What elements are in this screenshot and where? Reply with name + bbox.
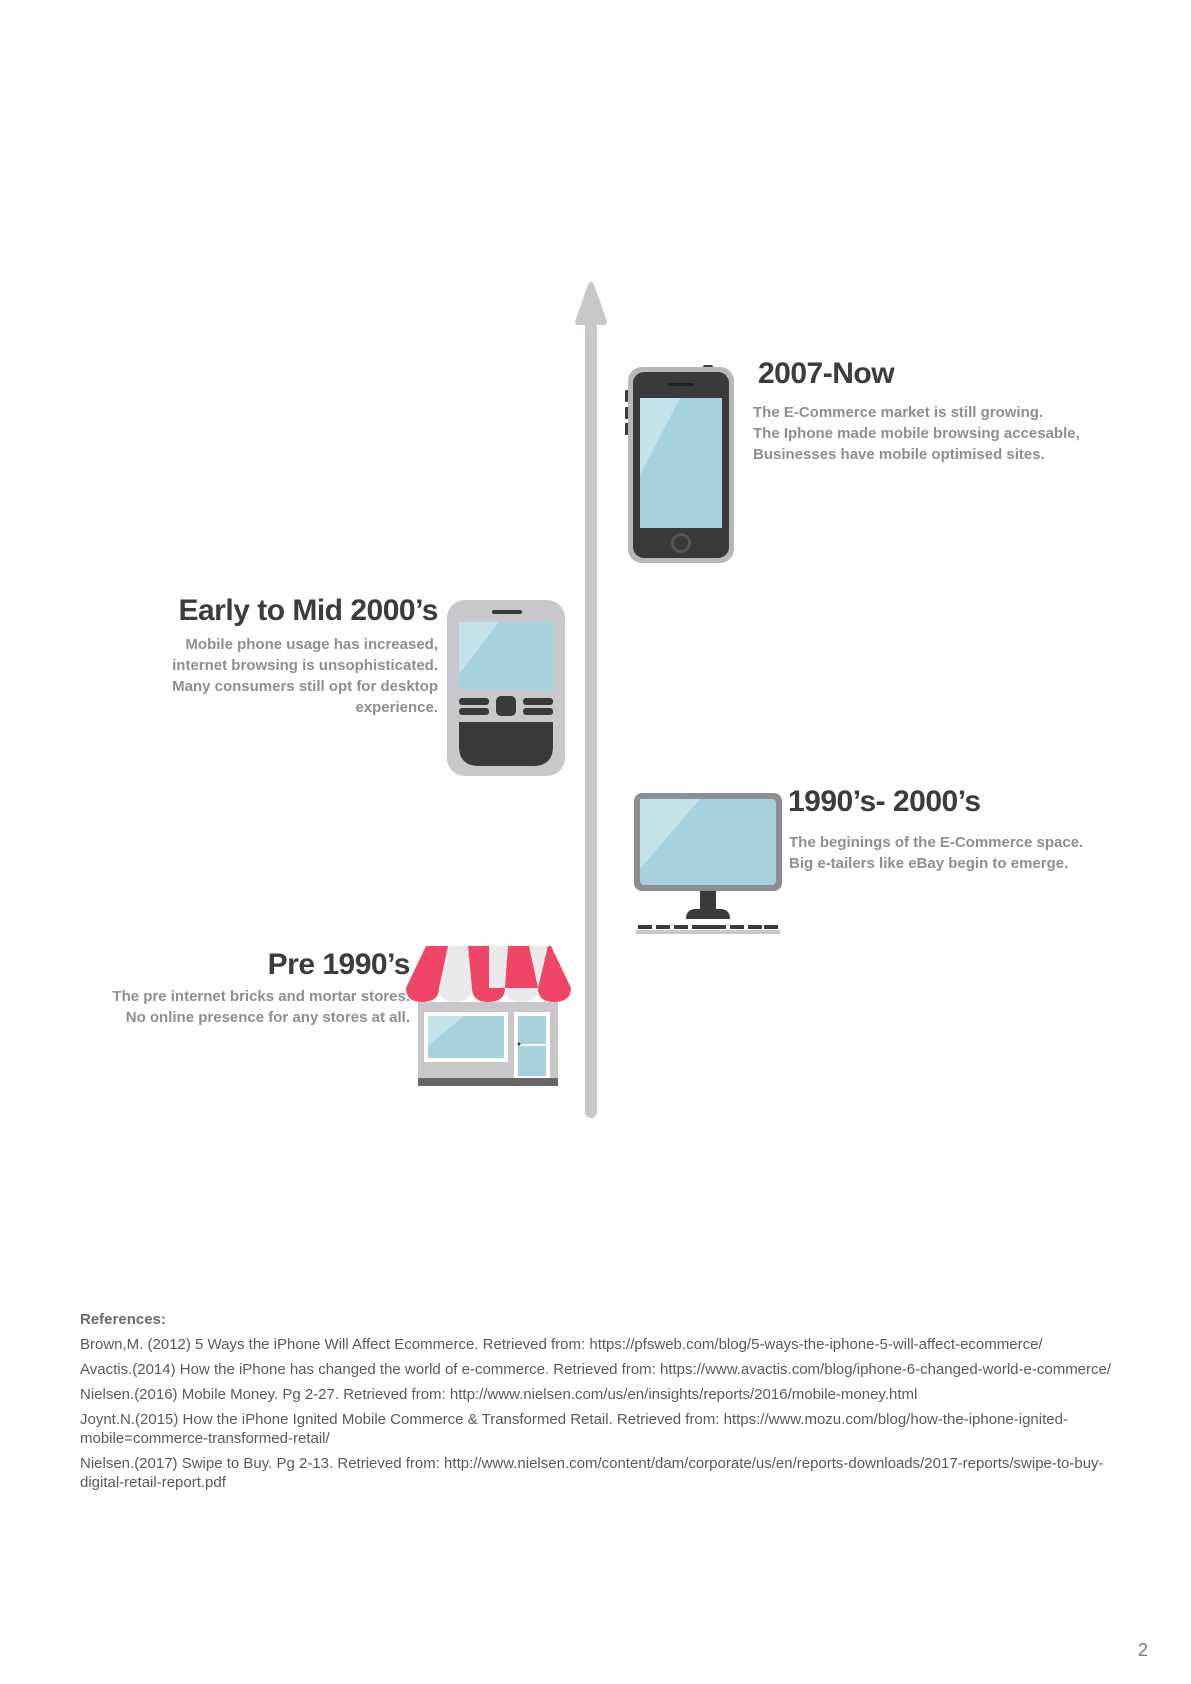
- era-description-line: Mobile phone usage has increased,: [185, 636, 438, 653]
- era-description-line: The E-Commerce market is still growing.: [753, 404, 1044, 421]
- era-description-line: The Iphone made mobile browsing accesable,: [753, 425, 1080, 442]
- references-section: [80, 1310, 1120, 1498]
- era-description-line: Big e-tailers like eBay begin to emerge.: [789, 855, 1069, 872]
- desktop-computer-icon: [634, 793, 784, 935]
- reference-item: Nielsen.(2017) Swipe to Buy. Pg 2-13. Retrieved from: http://www.nielsen.com/content/dam/corporate/us/en/reports-downloads/2017-reports/swipe-to-buy-digital-retail-report.pdf: [80, 1455, 1104, 1491]
- era-description: [753, 402, 1080, 465]
- storefront-icon: [406, 942, 571, 1090]
- reference-item: Joynt.N.(2015) How the iPhone Ignited Mobile Commerce & Transformed Retail. Retrieved from: https://www.mozu.com/blog/how-the-iphone-ignited-mobile=commerce-transformed-retail/: [80, 1411, 1068, 1447]
- mobile-phone-icon: [447, 600, 567, 778]
- era-description-line: The pre internet bricks and mortar stores.: [112, 988, 410, 1005]
- era-description-line: No online presence for any stores at all.: [125, 1009, 410, 1026]
- reference-item: Avactis.(2014) How the iPhone has changed the world of e-commerce. Retrieved from: https://www.avactis.com/blog/iphone-6-changed-world-e-commerce/: [80, 1361, 1112, 1378]
- smartphone-icon: [628, 365, 738, 565]
- era-title: 2007-Now: [758, 357, 895, 390]
- era-title: 1990’s- 2000’s: [788, 785, 981, 818]
- era-description-line: internet browsing is unsophisticated.: [172, 657, 438, 674]
- era-description-line: experience.: [355, 699, 438, 716]
- era-description-line: The beginings of the E-Commerce space.: [789, 834, 1084, 851]
- era-description-line: Businesses have mobile optimised sites.: [753, 446, 1045, 463]
- era-description-line: Many consumers still opt for desktop: [172, 678, 438, 695]
- era-description: [60, 986, 410, 1028]
- reference-item: Nielsen.(2016) Mobile Money. Pg 2-27. Retrieved from: http://www.nielsen.com/us/en/insights/reports/2016/mobile-money.html: [80, 1386, 918, 1403]
- era-title: Pre 1990’s: [267, 948, 410, 981]
- era-title: Early to Mid 2000’s: [178, 594, 438, 627]
- page-number: 2: [1138, 1640, 1149, 1660]
- references-heading: References:: [80, 1311, 166, 1328]
- era-description: [120, 634, 438, 718]
- era-description: [789, 832, 1083, 874]
- reference-item: Brown,M. (2012) 5 Ways the iPhone Will Affect Ecommerce. Retrieved from: https://pfsweb.com/blog/5-ways-the-iphone-5-will-affect-ecommerce/: [80, 1336, 1043, 1353]
